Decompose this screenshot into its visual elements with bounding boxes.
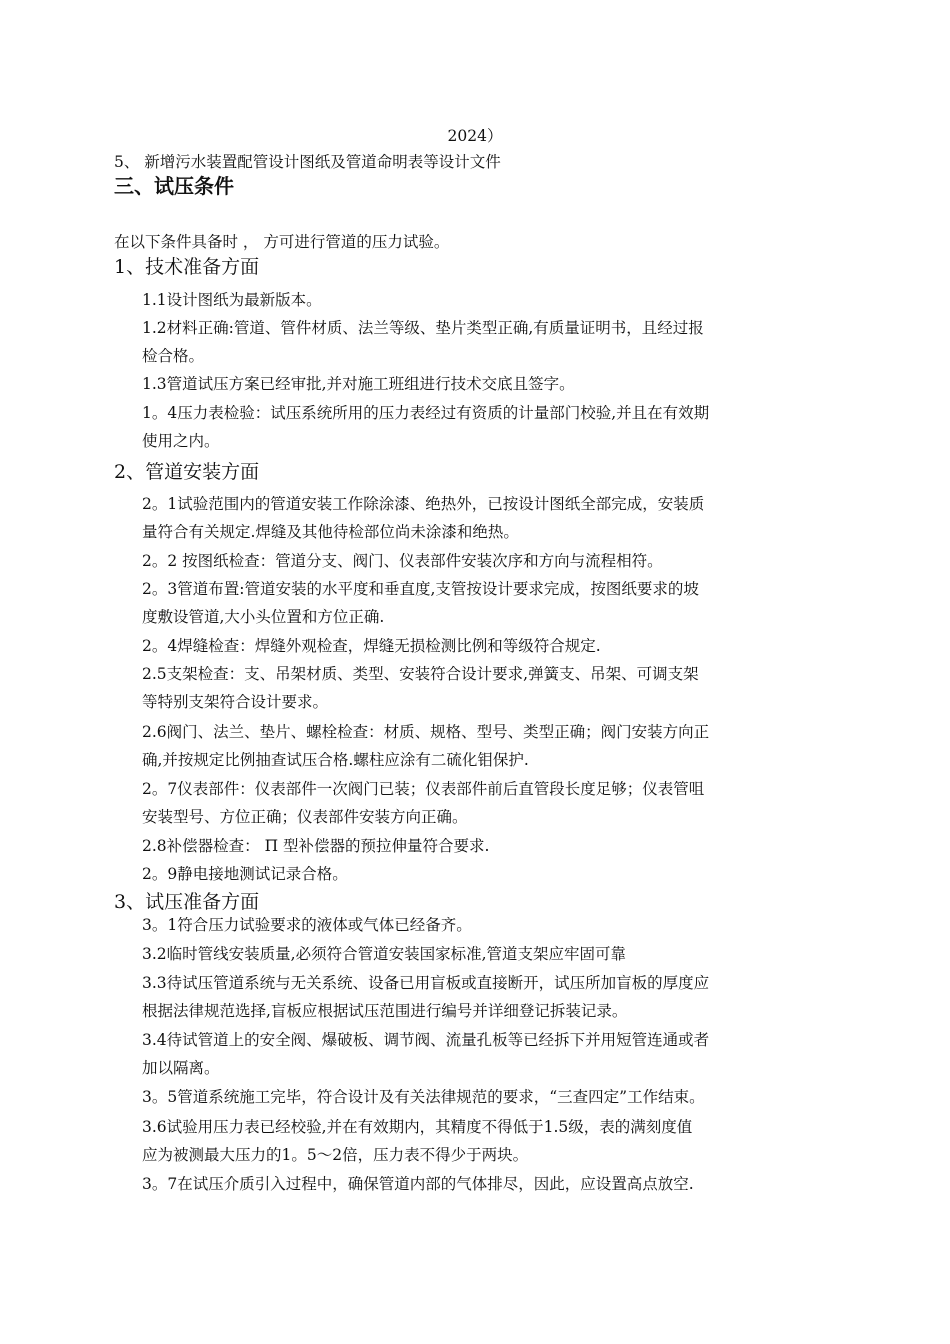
- item-1-4: 1。4压力表检验：试压系统所用的压力表经过有资质的计量部门校验,并且在有效期: [142, 404, 710, 422]
- item-2-9: 2。9静电接地测试记录合格。: [142, 865, 348, 883]
- item-2-1-cont: 量符合有关规定.焊缝及其他待检部位尚未涂漆和绝热。: [142, 523, 519, 541]
- item-3-6: 3.6试验用压力表已经校验,并在有效期内，其精度不得低于1.5级，表的满刻度值: [142, 1118, 693, 1136]
- section-title: 三、试压条件: [114, 174, 234, 198]
- item-2-5: 2.5支架检查：支、吊架材质、类型、安装符合设计要求,弹簧支、吊架、可调支架: [142, 665, 699, 683]
- item-3-4: 3.4待试管道上的安全阀、爆破板、调节阀、流量孔板等已经拆下并用短管连通或者: [142, 1031, 710, 1049]
- item-3-2: 3.2临时管线安装质量,必须符合管道安装国家标准,管道支架应牢固可靠: [142, 945, 627, 963]
- subsection-title-2: 2、管道安装方面: [114, 461, 260, 483]
- item-3-7: 3。7在试压介质引入过程中，确保管道内部的气体排尽，因此，应设置高点放空.: [142, 1175, 694, 1193]
- item-3-1: 3。1符合压力试验要求的液体或气体已经备齐。: [142, 916, 472, 934]
- item-2-6: 2.6阀门、法兰、垫片、螺栓检查：材质、规格、型号、类型正确；阀门安装方向正: [142, 723, 710, 741]
- item-2-5-cont: 等特别支架符合设计要求。: [142, 693, 329, 711]
- item-2-7-cont: 安装型号、方位正确；仪表部件安装方向正确。: [142, 808, 468, 826]
- item-1-1: 1.1设计图纸为最新版本。: [142, 291, 322, 309]
- item-1-3: 1.3管道试压方案已经审批,并对施工班组进行技术交底且签字。: [142, 375, 575, 393]
- item-2-4: 2。4焊缝检查：焊缝外观检查，焊缝无损检测比例和等级符合规定.: [142, 637, 601, 655]
- item-3-3-cont: 根据法律规范选择,盲板应根据试压范围进行编号并详细登记拆装记录。: [142, 1002, 628, 1020]
- header-fragment: 2024）: [447, 127, 503, 145]
- item-2-2: 2。2 按图纸检查：管道分支、阀门、仪表部件安装次序和方向与流程相符。: [142, 552, 663, 570]
- subsection-title-3: 3、试压准备方面: [114, 891, 260, 913]
- item-2-3-cont: 度敷设管道,大小头位置和方位正确.: [142, 608, 385, 626]
- item-2-1: 2。1试验范围内的管道安装工作除涂漆、绝热外，已按设计图纸全部完成，安装质: [142, 495, 705, 513]
- item-3-3: 3.3待试压管道系统与无关系统、设备已用盲板或直接断开，试压所加盲板的厚度应: [142, 974, 710, 992]
- item-1-4-cont: 使用之内。: [142, 432, 220, 450]
- item-2-7: 2。7仪表部件：仪表部件一次阀门已装；仪表部件前后直管段长度足够；仪表管咀: [142, 780, 705, 798]
- item-2-3: 2。3管道布置:管道安装的水平度和垂直度,支管按设计要求完成，按图纸要求的坡: [142, 580, 699, 598]
- item-3-5: 3。5管道系统施工完毕，符合设计及有关法律规范的要求，“三查四定”工作结束。: [142, 1088, 705, 1106]
- subsection-title-1: 1、技术准备方面: [114, 256, 260, 278]
- item-1-2: 1.2材料正确:管道、管件材质、法兰等级、垫片类型正确,有质量证明书，且经过报: [142, 319, 704, 337]
- intro-paragraph: 在以下条件具备时 ， 方可进行管道的压力试验。: [114, 233, 450, 251]
- item-3-6-cont: 应为被测最大压力的1。5～2倍，压力表不得少于两块。: [142, 1146, 529, 1164]
- item-3-4-cont: 加以隔离。: [142, 1059, 220, 1077]
- item-2-8: 2.8补偿器检查： Π 型补偿器的预拉伸量符合要求.: [142, 837, 490, 855]
- item-2-6-cont: 确,并按规定比例抽查试压合格.螺柱应涂有二硫化钼保护.: [142, 751, 529, 769]
- reference-item-5: 5、 新增污水装置配管设计图纸及管道命明表等设计文件: [114, 153, 501, 171]
- item-1-2-cont: 检合格。: [142, 347, 205, 365]
